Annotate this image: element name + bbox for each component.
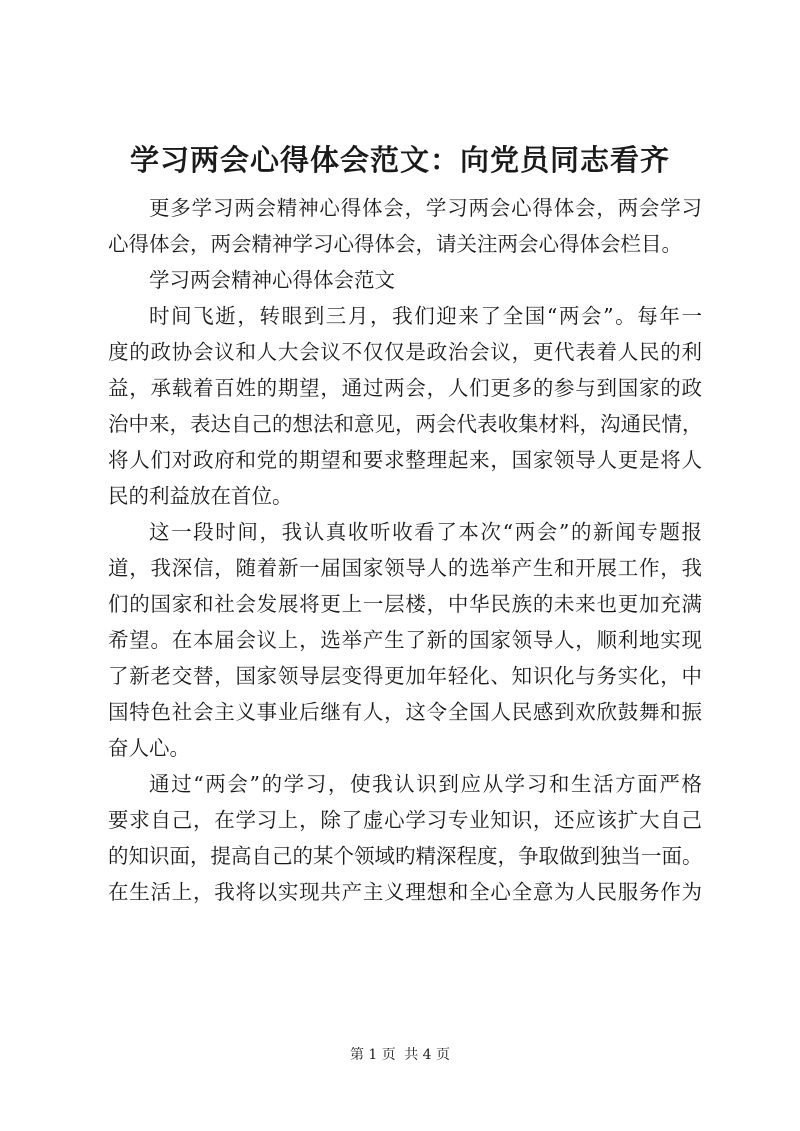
text-line: 奋人心。: [108, 736, 190, 760]
paragraph-2: [108, 514, 702, 766]
text-line: 的知识面，提高自己的某个领域旳精深程度，争取做到独当一面。: [108, 844, 702, 868]
text-line: 更多学习两会精神心得体会，学习两会心得体会，两会学习: [149, 196, 702, 220]
text-line: 度的政协会议和人大会议不仅仅是政治会议，更代表着人民的利: [108, 340, 702, 364]
page-total: 共 4 页: [404, 1047, 451, 1063]
text-line: 治中来，表达自己的想法和意见，两会代表收集材料，沟通民情，: [108, 412, 702, 436]
text-line: 了新老交替，国家领导层变得更加年轻化、知识化与务实化，中: [108, 664, 702, 688]
text-line: 民的利益放在首位。: [108, 484, 293, 508]
text-line: 道，我深信，随着新一届国家领导人的选举产生和开展工作，我: [108, 556, 702, 580]
text-line: 要求自己，在学习上，除了虚心学习专业知识，还应该扩大自己: [108, 808, 702, 832]
paragraph-1: [108, 298, 702, 514]
text-line: 益，承载着百姓的期望，通过两会，人们更多的参与到国家的政: [108, 376, 702, 400]
text-line: 们的国家和社会发展将更上一层楼，中华民族的未来也更加充满: [108, 592, 702, 616]
text-line: 希望。在本届会议上，选举产生了新的国家领导人，顺利地实现: [108, 628, 702, 652]
text-line: 这一段时间，我认真收听收看了本次“两会”的新闻专题报: [149, 520, 702, 544]
paragraph-intro: [108, 190, 702, 262]
text-line: 国特色社会主义事业后继有人，这令全国人民感到欢欣鼓舞和振: [108, 700, 702, 724]
paragraph-3: [108, 766, 702, 910]
text-line: 心得体会，两会精神学习心得体会，请关注两会心得体会栏目。: [108, 232, 682, 256]
text-line: 在生活上，我将以实现共产主义理想和全心全意为人民服务作为: [108, 880, 702, 904]
section-heading: 学习两会精神心得体会范文: [149, 268, 395, 292]
page-number: 第 1 页: [349, 1047, 396, 1063]
page-title: 学习两会心得体会范文：向党员同志看齐: [129, 143, 670, 177]
text-line: 时间飞逝，转眼到三月，我们迎来了全国“两会”。每年一: [149, 304, 702, 328]
page-footer: [0, 1045, 800, 1065]
paragraph-subheading: [108, 262, 702, 298]
document-body: [108, 190, 702, 910]
text-line: 将人们对政府和党的期望和要求整理起来，国家领导人更是将人: [108, 448, 702, 472]
text-line: 通过“两会”的学习，使我认识到应从学习和生活方面严格: [149, 772, 702, 796]
